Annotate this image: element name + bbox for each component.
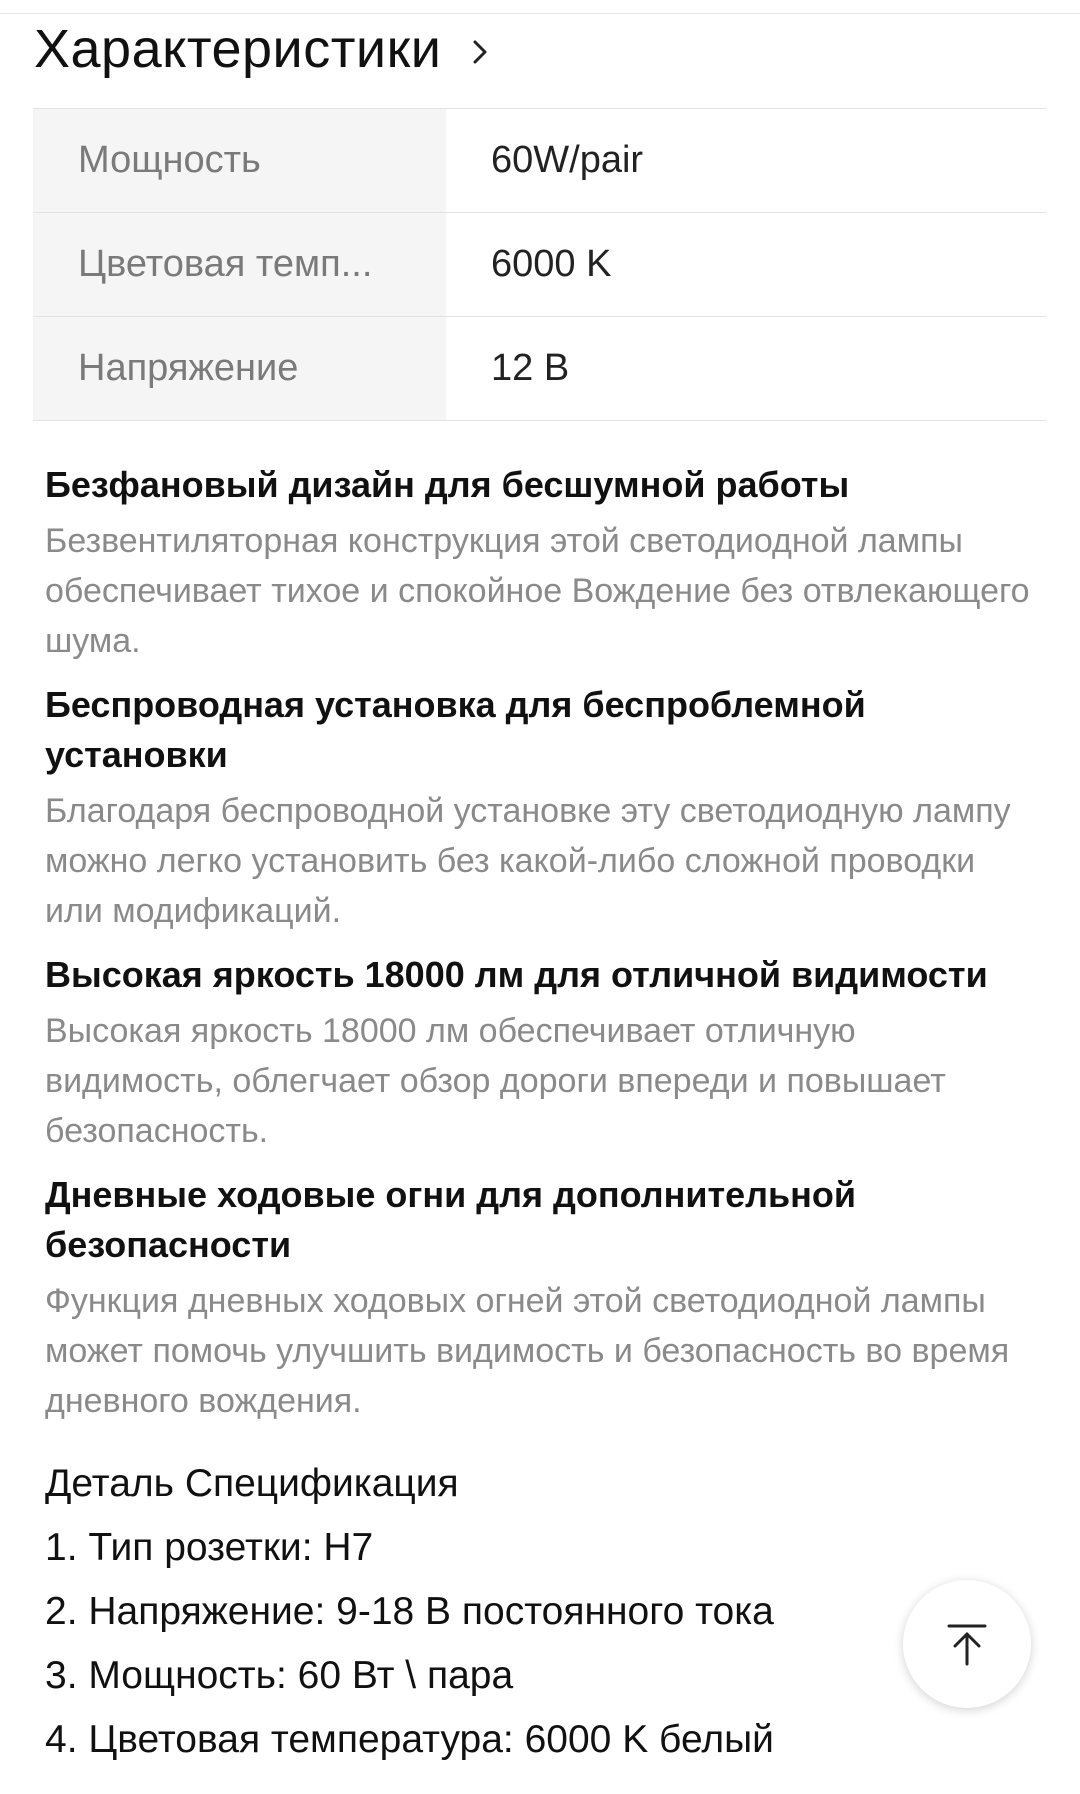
detail-line: 1. Тип розетки: H7 [45,1526,374,1569]
spec-key: Цветовая темп... [33,213,446,316]
feature-title: Беспроводная установка для беспроблемной установки [45,684,866,775]
feature-item [45,680,1035,936]
characteristics-header[interactable] [34,14,493,84]
spec-row [33,317,1047,421]
top-divider [0,0,1080,14]
feature-item [45,950,1035,1156]
spec-key: Напряжение [33,317,446,420]
spec-table [33,108,1047,421]
feature-title: Дневные ходовые огни для дополнительной безопасности [45,1174,856,1265]
feature-item [45,1170,1035,1426]
spec-value: 60W/pair [491,139,644,181]
spec-key: Мощность [33,109,446,212]
spec-row [33,109,1047,213]
feature-description: Функция дневных ходовых огней этой светодиодной лампы может помочь улучшить видимость и безопасность во время дневного вождения. [45,1282,1010,1420]
detail-line: 2. Напряжение: 9-18 В постоянного тока [45,1590,774,1633]
detail-line: 4. Цветовая температура: 6000 K белый [45,1718,774,1761]
feature-item [45,460,1035,666]
scroll-to-top-button[interactable] [903,1580,1031,1708]
detail-specification [45,1452,1035,1772]
detail-line: 3. Мощность: 60 Вт \ пара [45,1654,514,1697]
detail-heading: Деталь Спецификация [45,1462,459,1505]
feature-title: Высокая яркость 18000 лм для отличной видимости [45,954,988,995]
feature-description: Благодаря беспроводной установке эту светодиодную лампу можно легко установить без какой-либо сложной проводки или модификаций. [45,792,1011,930]
feature-description: Высокая яркость 18000 лм обеспечивает отличную видимость, облегчает обзор дороги впереди и повышает безопасность. [45,1012,946,1150]
spec-value: 12 В [491,347,570,389]
arrow-up-to-top-icon [943,1620,991,1668]
spec-value: 6000 K [491,243,612,285]
spec-row [33,213,1047,317]
chevron-right-icon [467,39,493,65]
feature-title: Безфановый дизайн для бесшумной работы [45,464,850,505]
feature-description: Безвентиляторная конструкция этой светодиодной лампы обеспечивает тихое и спокойное Вождение без отвлекающего шума. [45,522,1030,660]
section-title: Характеристики [34,19,442,79]
feature-list [45,460,1035,1440]
